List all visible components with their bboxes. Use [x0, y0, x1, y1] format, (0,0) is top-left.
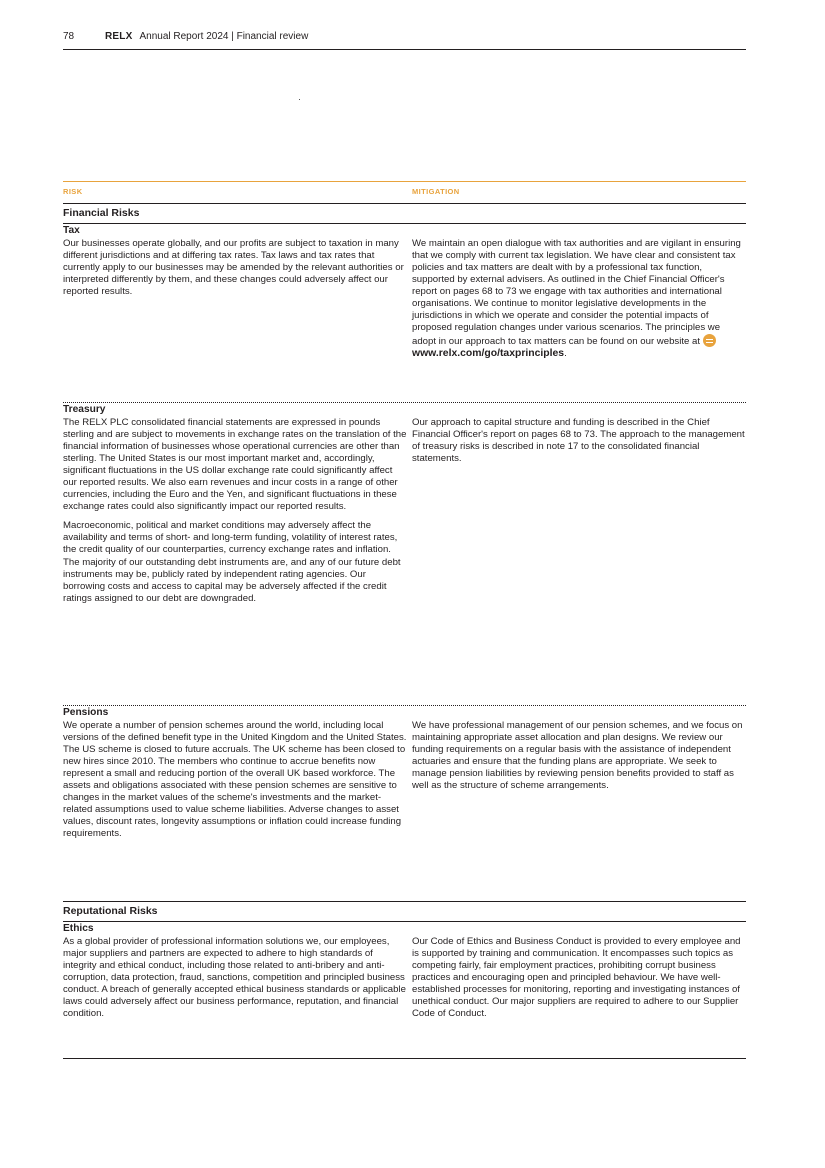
section-financial-risks: Financial Risks: [63, 204, 746, 224]
risk-text: Our businesses operate globally, and our profits are subject to taxation in many different jurisdictions and at differing tax rates. Tax laws and tax rates that currently apply to our businesses may be amended by the relevant authorities or interpreted differently by them, and these changes could adversely affect our reported results.: [63, 237, 404, 297]
risk-title: Treasury: [63, 404, 106, 415]
risk-column-header: RISK: [63, 187, 83, 196]
website-link-icon: [703, 334, 716, 347]
risk-row-pensions: [63, 706, 746, 902]
section-reputational-risks: Reputational Risks: [63, 902, 746, 922]
column-headers: [63, 181, 746, 204]
risk-text: The RELX PLC consolidated financial statements are expressed in pounds sterling and are subject to movements in exchange rates on the translation of the financial information of businesses whose operational currencies are other than sterling. The United States is our most important market and, accordingly, significant fluctuations in the US dollar exchange rate could significantly affect our reported results. We also earn revenues and incur costs in a range of other currencies, including the Euro and the Yen, and significant fluctuations in these exchange rates could also significantly impact our reported results.: [63, 416, 407, 513]
mitigation-cell: [412, 922, 746, 1058]
link-trailing-period: .: [564, 348, 567, 360]
risk-cell: [63, 922, 412, 1058]
risk-row-ethics: [63, 922, 746, 1059]
risk-title: Tax: [63, 225, 80, 236]
risk-row-tax: [63, 224, 746, 403]
risk-row-treasury: [63, 403, 746, 706]
mitigation-text: Our Code of Ethics and Business Conduct is provided to every employee and is supported by training and communication. It encompasses such topics as competing fairly, fair employment practices, prohibiting corrupt business practices and encouraging open and principled behaviour. We have well-established processes for monitoring, reporting and investigating instances of unethical conduct. Our major suppliers are required to adhere to our Supplier Code of Conduct.: [412, 935, 741, 1020]
risk-table: [63, 181, 746, 1059]
risk-cell: [63, 224, 412, 402]
mitigation-text: We have professional management of our pension schemes, and we focus on maintaining appropriate asset allocation and plan designs. We review our funding requirements on a regular basis with the assistance of independent actuaries and ensure that the funding plans are appropriate. We seek to manage pension liabilities by reviewing pension benefits provided to staff as well as the structure of scheme arrangements.: [412, 719, 743, 791]
page-number: 78: [63, 31, 75, 42]
mitigation-cell: [412, 403, 746, 705]
risk-cell: [63, 706, 412, 901]
risk-text: Macroeconomic, political and market conditions may adversely affect the availability and terms of short- and long-term funding, volatility of interest rates, the credit quality of our counterparties, currency exchange rates and inflation. The majority of our outstanding debt instruments are, and any of our future debt instruments may be, publicly rated by independent rating agencies. Our borrowing costs and access to capital may be adversely affected if the credit ratings assigned to our debt are downgraded.: [63, 520, 401, 604]
risk-text: As a global provider of professional information solutions we, our employees, major suppliers and partners are expected to adhere to high standards of integrity and ethical conduct, including those related to anti-bribery and anti-corruption, data protection, fraud, sanctions, competition and principled business conduct. A breach of generally accepted ethical business standards or applicable laws could adversely affect our business performance, reputation, and financial condition.: [63, 935, 406, 1020]
report-title: Annual Report 2024 | Financial review: [139, 31, 309, 42]
risk-title: Ethics: [63, 923, 94, 934]
risk-title: Pensions: [63, 707, 109, 718]
mitigation-text-body: We maintain an open dialogue with tax authorities and are vigilant in ensuring that we comply with current tax legislation. We have clear and consistent tax policies and tax matters are dealt with by a professional tax function, supported by external advisers. As outlined in the Chief Financial Officer's report on pages 68 to 73 we engage with tax authorities and international organisations. We continue to monitor legislative developments in the jurisdictions in which we operate and consider the potential impacts of proposed regulation changes under various scenarios. The principles we adopt in our approach to tax matters can be found on our website at: [412, 237, 741, 348]
brand-name: RELX: [105, 31, 133, 42]
stray-dot: [299, 99, 300, 100]
risk-text: We operate a number of pension schemes around the world, including local versions of the defined benefit type in the United Kingdom and the United States. The US scheme is closed to future accruals. The UK scheme has been closed to new hires since 2010. The members who continue to accrue benefits now represent a small and reducing portion of the overall UK based workforce. The assets and obligations associated with these pension schemes are sensitive to changes in the market values of the scheme's investments and the market-related assumptions used to value scheme liabilities. Adverse changes to asset values, discount rates, longevity assumptions or inflation could increase funding requirements.: [63, 719, 407, 840]
mitigation-cell: [412, 224, 746, 402]
tax-principles-link[interactable]: www.relx.com/go/taxprinciples: [412, 348, 565, 360]
mitigation-column-header: MITIGATION: [412, 187, 460, 196]
mitigation-cell: [412, 706, 746, 901]
mitigation-text: Our approach to capital structure and funding is described in the Chief Financial Officer's report on pages 68 to 73. The approach to the management of treasury risks is described in note 17 to the consolidated financial statements.: [412, 416, 745, 464]
risk-cell: [63, 403, 412, 705]
page-header: [63, 30, 746, 50]
mitigation-text: [412, 238, 746, 361]
